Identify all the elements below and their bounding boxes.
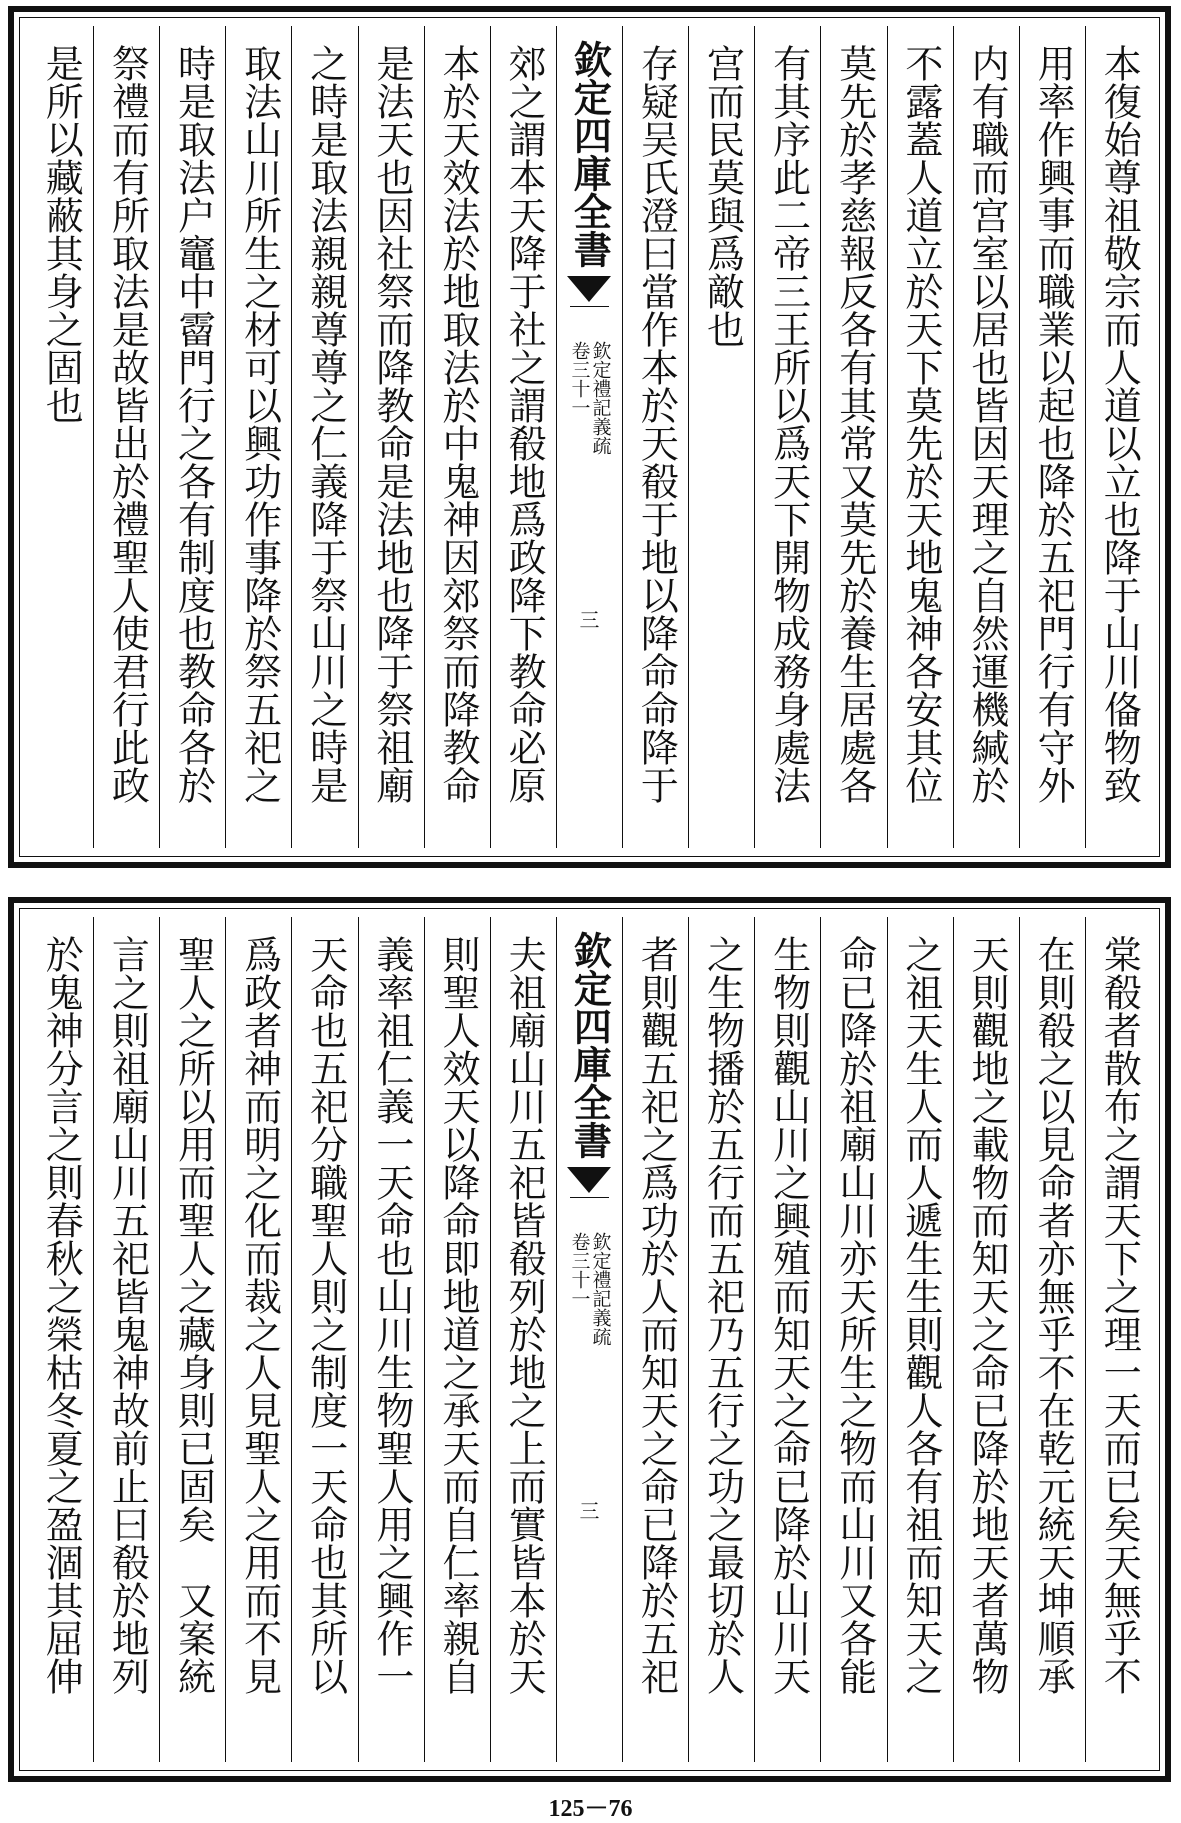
text-column: 本復始尊祖敬宗而人道以立也降于山川俻物致 (1085, 26, 1151, 848)
text-column: 命已降於祖廟山川亦天所生之物而山川又各能 (820, 917, 886, 1762)
text-column: 棠殽者散布之謂天下之理一天而已矣天無乎不 (1085, 917, 1151, 1762)
center-title: 欽定四庫全書 (567, 931, 613, 1159)
center-title: 欽定四庫全書 (567, 40, 613, 268)
text-column: 爲政者神而明之化而裁之人見聖人之用而不見 (225, 917, 291, 1762)
text-column: 在則殽之以見命者亦無乎不在乾元統天坤順承 (1019, 917, 1085, 1762)
text-column: 時是取法户竈中霤門行之各有制度也教命各於 (159, 26, 225, 848)
fold-divider (570, 1197, 609, 1198)
text-column: 生物則觀山川之興殖而知天之命已降於山川天 (754, 917, 820, 1762)
text-column: 之生物播於五行而五祀乃五行之功之最切於人 (688, 917, 754, 1762)
text-column: 於鬼神分言之則春秋之榮枯冬夏之盈涸其屈伸 (39, 935, 84, 1695)
text-column: 内有職而宫室以居也皆因天理之自然運機緘於 (953, 26, 1019, 848)
text-column: 是所以藏蔽其身之固也 (39, 44, 84, 424)
book-title: 欽定禮記義疏 (589, 1232, 612, 1346)
center-fold (556, 917, 622, 1762)
text-column: 聖人之所以用而聖人之藏身則已固矣 又案統 (159, 917, 225, 1762)
text-column: 言之則祖廟山川五祀皆鬼神故前止曰殽於地列 (93, 917, 159, 1762)
text-column: 郊之謂本天降于社之謂殽地爲政降下教命必原 (490, 26, 556, 848)
text-column: 之時是取法親親尊尊之仁義降于祭山川之時是 (291, 26, 357, 848)
text-column: 夫祖廟山川五祀皆殽列於地之上而實皆本於天 (490, 917, 556, 1762)
text-column: 義率祖仁義一天命也山川生物聖人用之興作一 (358, 917, 424, 1762)
text-column: 宫而民莫與爲敵也 (688, 26, 754, 848)
text-column: 天命也五祀分職聖人則之制度一天命也其所以 (291, 917, 357, 1762)
fish-tail-mark (567, 1167, 611, 1193)
center-fold (556, 26, 622, 848)
text-column: 之祖天生人而人遞生生則觀人各有祖而知天之 (887, 917, 953, 1762)
page-footer-number: 125－76 (548, 1796, 633, 1822)
fish-tail-mark (567, 276, 611, 302)
text-column: 用率作興事而職業以起也降於五祀門行有守外 (1019, 26, 1085, 848)
text-column: 則聖人效天以降命即地道之承天而自仁率親自 (424, 917, 490, 1762)
text-column: 存疑吴氏澄曰當作本於天殽于地以降命命降于 (622, 26, 688, 848)
fold-divider (570, 306, 609, 307)
volume-label: 卷三十一 (568, 1232, 591, 1308)
text-column: 不露蓋人道立於天下莫先於天地鬼神各安其位 (887, 26, 953, 848)
bottom-page (8, 897, 1171, 1782)
leaf-number: 三 (579, 608, 600, 632)
text-column: 有其序此二帝三王所以爲天下開物成務身處法 (754, 26, 820, 848)
volume-label: 卷三十一 (568, 341, 591, 417)
text-column: 取法山川所生之材可以興功作事降於祭五祀之 (225, 26, 291, 848)
text-column: 本於天效法於地取法於中鬼神因郊祭而降教命 (424, 26, 490, 848)
text-column: 天則觀地之載物而知天之命已降於地天者萬物 (953, 917, 1019, 1762)
leaf-number: 三 (579, 1499, 600, 1523)
book-title: 欽定禮記義疏 (589, 341, 612, 455)
text-column: 祭禮而有所取法是故皆出於禮聖人使君行此政 (93, 26, 159, 848)
text-column: 莫先於孝慈報反各有其常又莫先於養生居處各 (820, 26, 886, 848)
text-column: 者則觀五祀之爲功於人而知天之命已降於五祀 (622, 917, 688, 1762)
top-page (8, 6, 1171, 868)
text-column: 是法天也因社祭而降教命是法地也降于祭祖廟 (358, 26, 424, 848)
